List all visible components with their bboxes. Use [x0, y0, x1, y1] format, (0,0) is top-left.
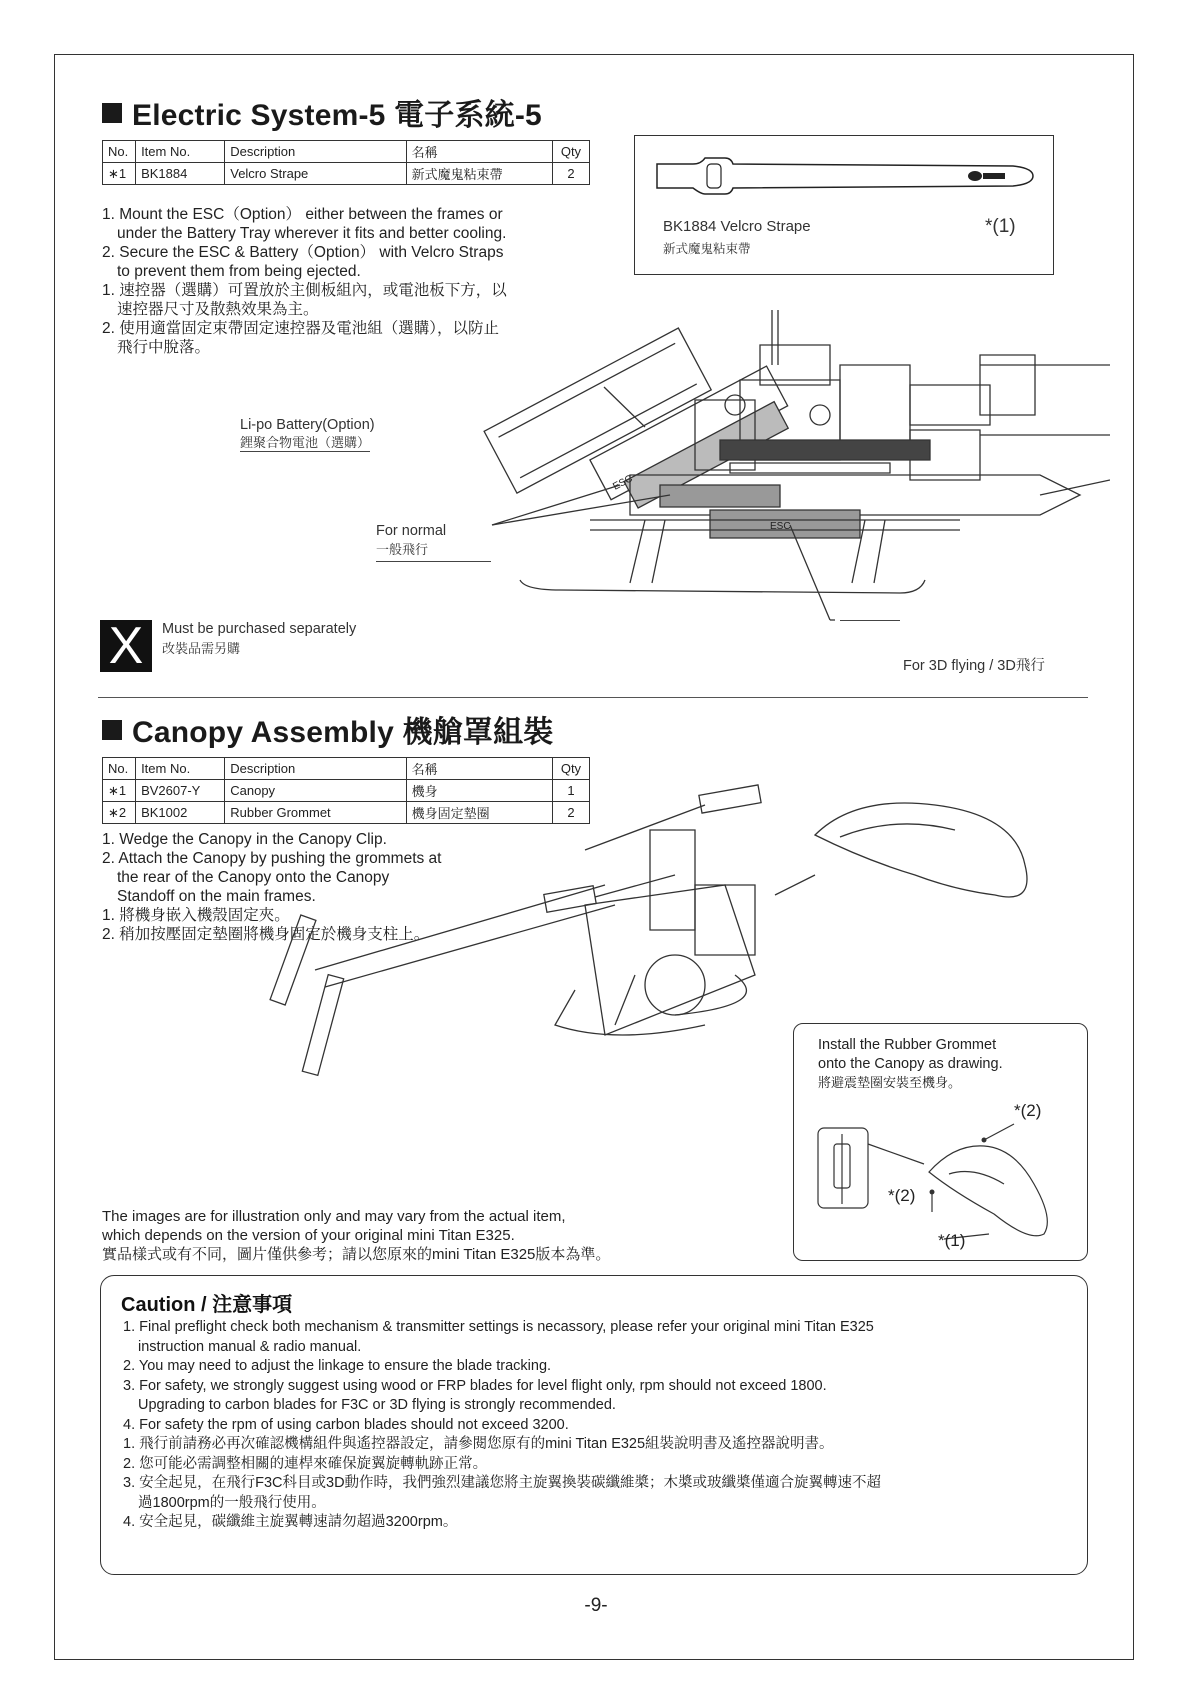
battery-label-en: Li-po Battery(Option) — [240, 417, 375, 433]
flying-3d-label: For 3D flying / 3D飛行 — [903, 658, 1045, 674]
instructions-canopy: 1. Wedge the Canopy in the Canopy Clip. 2. Attach the Canopy by pushing the grommets at the rear of the Canopy onto the Canopy Standoff on the main frames. 1. 將機身嵌入機殼固定夾。 2. 稍加按壓固定墊圈將機身固定於機身支柱上。 — [102, 831, 442, 943]
table-header-row: No. Item No. Description 名稱 Qty — [103, 141, 590, 163]
parts-table-electric — [102, 140, 590, 185]
separate-purchase-zh: 改裝品需另購 — [162, 641, 241, 656]
esc-label-battery: ESC — [611, 473, 635, 493]
battery-label-underline — [240, 451, 370, 452]
strap-callout: *(1) — [985, 216, 1016, 237]
esc-label-frame: ESC — [770, 521, 791, 532]
table-row: ∗2 BK1002 Rubber Grommet 機身固定墊圈 2 — [103, 802, 590, 824]
separate-purchase-en: Must be purchased separately — [162, 621, 357, 637]
list-item: instruction manual & radio manual. — [138, 1338, 362, 1355]
electric-system-illustration — [480, 305, 1110, 655]
section-divider — [98, 697, 1088, 698]
list-item: Upgrading to carbon blades for F3C or 3D flying is strongly recommended. — [138, 1397, 616, 1413]
table-row: ∗1 BV2607-Y Canopy 機身 1 — [103, 780, 590, 802]
square-bullet-icon — [102, 103, 122, 123]
instructions-electric: 1. Mount the ESC（Option） either between the frames or under the Battery Tray wherever it fits and better cooling. 2. Secure the ESC & Battery（Option） with Velcro Straps to prevent them from being ejected. 1. 速控器（選購）可置放於主側板組內，或電池板下方，以 速控器尺寸及散熱效果為主。 2. 使用適當固定束帶固定速控器及電池組（選購），以防止 飛行中脫落。 — [102, 206, 507, 356]
grommet-note-line1: Install the Rubber Grommet — [818, 1037, 997, 1053]
canopy-callout: *(1) — [938, 1231, 966, 1250]
grommet-note-line2: onto the Canopy as drawing. — [818, 1056, 1003, 1072]
normal-flight-label-en: For normal — [376, 523, 447, 539]
list-item: 3. For safety, we strongly suggest using wood or FRP blades for level flight only, rpm should not exceed 1800. — [123, 1377, 827, 1394]
section-title-electric-system: Electric System-5 電子系統-5 — [102, 90, 542, 134]
x-mark-icon: X — [100, 620, 152, 672]
square-bullet-icon — [102, 720, 122, 740]
list-item: 1. 飛行前請務必再次確認機構組件與遙控器設定，請參閱您原有的mini Titan E325組裝說明書及遙控器說明書。 — [123, 1436, 834, 1452]
caution-title: Caution / 注意事項 — [121, 1294, 293, 1316]
caution-list — [123, 1318, 1073, 1533]
grommet-callout-left: *(2) — [888, 1186, 916, 1205]
list-item: 4. For safety the rpm of using carbon blades should not exceed 3200. — [123, 1416, 569, 1433]
table-header-row: No. Item No. Description 名稱 Qty — [103, 758, 590, 780]
velcro-strap-drawing — [653, 150, 1038, 202]
grommet-detail-box — [793, 1023, 1088, 1261]
flying-3d-leader — [840, 620, 900, 621]
list-item: 2. 您可能必需調整相關的連桿來確保旋翼旋轉軌跡正常。 — [123, 1455, 488, 1472]
normal-flight-underline — [376, 561, 491, 562]
list-item: 4. 安全起見，碳纖維主旋翼轉速請勿超過3200rpm。 — [123, 1514, 458, 1530]
strap-label-en: BK1884 Velcro Strape — [663, 218, 811, 235]
illustration-disclaimer: The images are for illustration only and may vary from the actual item, which depends on the version of your original mini Titan E325. 實品樣式或有不同，圖片僅供參考；請以您原來的mini Titan E325版本為準。 — [102, 1208, 611, 1263]
list-item: 1. Final preflight check both mechanism & transmitter settings is necassory, please refer your original mini Titan E325 — [123, 1319, 874, 1335]
grommet-note-line3: 將避震墊圈安裝至機身。 — [818, 1075, 962, 1090]
list-item: 3. 安全起見，在飛行F3C科目或3D動作時，我們強烈建議您將主旋翼換裝碳纖維槳；木槳或玻纖槳僅適合旋翼轉速不超 — [123, 1475, 882, 1491]
grommet-callout-top: *(2) — [1014, 1101, 1042, 1120]
list-item: 過1800rpm的一般飛行使用。 — [138, 1494, 326, 1511]
table-row: ∗1 BK1884 Velcro Strape 新式魔鬼粘束帶 2 — [103, 163, 590, 185]
section-title-canopy-assembly: Canopy Assembly 機艙罩組裝 — [102, 707, 554, 751]
caution-box — [100, 1275, 1088, 1575]
battery-label-zh: 鋰聚合物電池（選購） — [240, 435, 371, 450]
page-number: -9- — [584, 1595, 608, 1616]
list-item: 2. You may need to adjust the linkage to ensure the blade tracking. — [123, 1358, 552, 1374]
normal-flight-label-zh: 一般飛行 — [376, 542, 429, 557]
strap-label-zh: 新式魔鬼粘束帶 — [663, 242, 751, 256]
velcro-strap-box — [634, 135, 1054, 275]
